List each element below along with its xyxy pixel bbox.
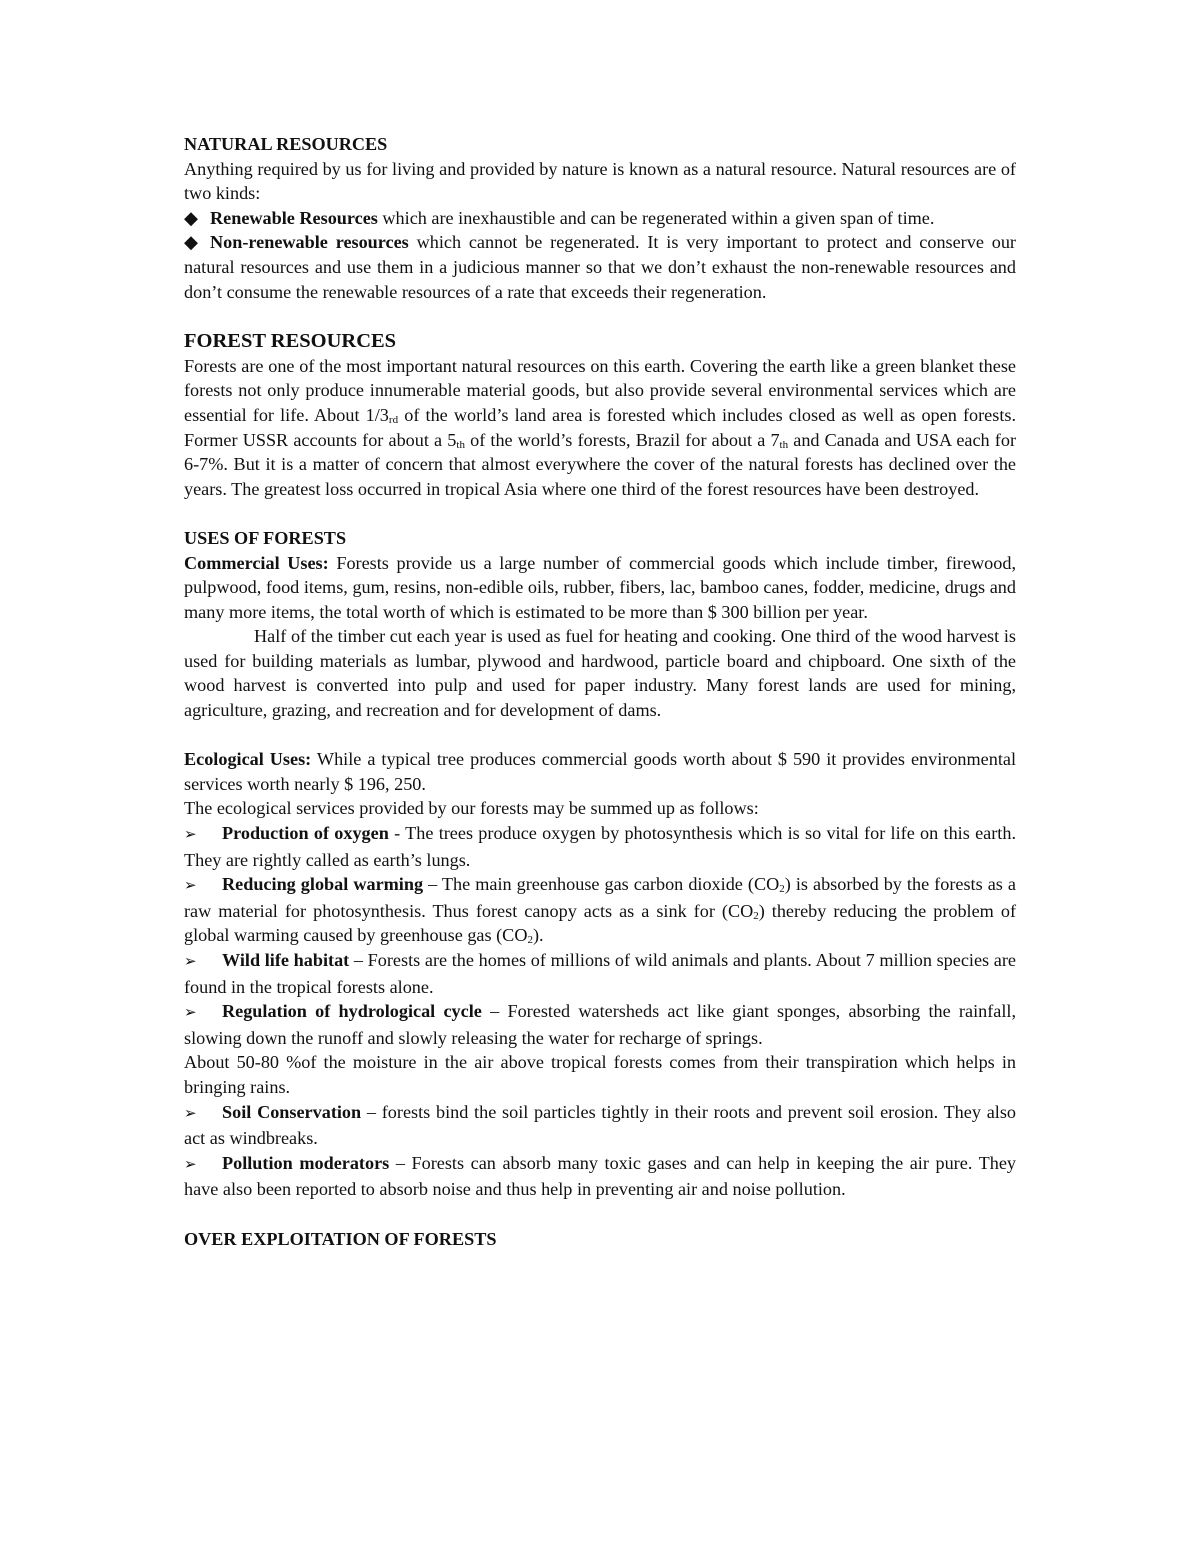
- text-wildlife: – Forests are the homes of millions of wild animals and plants. About 7 million species are found in the tropical forests alone.: [184, 950, 1016, 997]
- paragraph-forest-resources: [184, 354, 1016, 502]
- term-commercial-uses: Commercial Uses:: [184, 552, 329, 573]
- spacer: [184, 723, 1016, 748]
- arrow-bullet-icon: ➢: [184, 878, 197, 895]
- text-run: – The main greenhouse gas carbon dioxide (CO: [423, 874, 780, 895]
- list-item-global-warming: [184, 872, 1016, 948]
- subscript: 2: [779, 883, 785, 896]
- text-run: of the world’s land area is forested which includes closed as well as open forests. Former USSR accounts for about a 5: [184, 404, 1016, 450]
- arrow-bullet-icon: ➢: [184, 827, 197, 844]
- arrow-bullet-icon: ➢: [184, 1156, 197, 1173]
- arrow-bullet-icon: ➢: [184, 1105, 197, 1122]
- text-renewable: which are inexhaustible and can be regenerated within a given span of time.: [377, 207, 935, 228]
- ordinal-suffix: th: [456, 438, 465, 451]
- term-pollution: Pollution moderators: [222, 1152, 390, 1173]
- term-oxygen: Production of oxygen: [222, 823, 389, 844]
- spacer: [184, 1202, 1016, 1227]
- list-item-hydrological: [184, 999, 1016, 1050]
- heading-uses-of-forests: USES OF FORESTS: [184, 527, 347, 548]
- subscript: 2: [753, 909, 759, 922]
- term-non-renewable: Non-renewable resources: [210, 232, 409, 253]
- term-global-warming: Reducing global warming: [222, 874, 424, 895]
- arrow-bullet-icon: ➢: [184, 954, 197, 970]
- text-oxygen: - The trees produce oxygen by photosynthesis which is so vital for life on this earth. They are rightly called as earth’s lungs.: [184, 823, 1016, 870]
- spacer: [184, 304, 1016, 329]
- text-run: and Canada and USA each for 6-7%. But it is a matter of concern that almost everywhere the cover of the natural forests has declined over the years. The greatest loss occurred in tropical Asia where one third of the forest resources have been destroyed.: [184, 429, 1016, 499]
- text-run: Forests are one of the most important natural resources on this earth. Covering the earth like a green blanket these forests not only produce innumerable material goods, but also provide several environmental services which are essential for life. About 1/3: [184, 355, 1016, 425]
- list-item-wildlife: [184, 948, 1016, 999]
- paragraph-ecological-lead: The ecological services provided by our forests may be summed up as follows:: [184, 798, 759, 819]
- paragraph-commercial-uses: [184, 551, 1016, 625]
- paragraph-moisture: About 50-80 %of the moisture in the air above tropical forests comes from their transpiration which helps in bringing rains.: [184, 1052, 1016, 1097]
- heading-over-exploitation: OVER EXPLOITATION OF FORESTS: [184, 1228, 497, 1249]
- ordinal-suffix: rd: [388, 413, 399, 426]
- text-ecological-uses: While a typical tree produces commercial goods worth about $ 590 it provides environmental services worth nearly $ 196, 250.: [184, 749, 1016, 794]
- text-commercial-uses: Forests provide us a large number of commercial goods which include timber, firewood, pulpwood, food items, gum, resins, non-edible oils, rubber, fibers, lac, bamboo canes, fodder, medicine, drugs and many more items, the total worth of which is estimated to be more than $ 300 billion per year.: [184, 552, 1016, 622]
- term-wildlife: Wild life habitat: [222, 950, 350, 970]
- text-run: ) thereby reducing the problem of global warming caused by greenhouse gas (CO: [184, 900, 1016, 946]
- paragraph-natural-intro: Anything required by us for living and provided by nature is known as a natural resource. Natural resources are of two kinds:: [184, 158, 1016, 204]
- list-item-oxygen: [184, 821, 1016, 872]
- diamond-bullet-icon: ◆: [184, 232, 198, 253]
- text-run: ).: [532, 925, 544, 946]
- arrow-bullet-icon: ➢: [184, 1005, 197, 1022]
- list-item-pollution: [184, 1151, 1016, 1202]
- text-non-renewable: which cannot be regenerated. It is very important to protect and conserve our natural resources and use them in a judicious manner so that we don’t exhaust the non-renewable resources and don’t consume the renewable resources of a rate that exceeds their regeneration.: [184, 232, 1016, 302]
- paragraph-ecological-uses: [184, 747, 1016, 796]
- text-run: ) is absorbed by the forests as a raw material for photosynthesis. Thus forest canopy acts as a sink for (CO: [184, 874, 1016, 921]
- spacer: [184, 501, 1016, 526]
- term-renewable: Renewable Resources: [210, 207, 378, 228]
- term-ecological-uses: Ecological Uses:: [184, 749, 312, 770]
- term-hydrological: Regulation of hydrological cycle: [222, 1001, 482, 1022]
- text-hydrological: – Forested watersheds act like giant sponges, absorbing the rainfall, slowing down the runoff and slowly releasing the water for recharge of springs.: [184, 1001, 1016, 1048]
- heading-natural-resources: NATURAL RESOURCES: [184, 134, 388, 154]
- list-item-soil: [184, 1100, 1016, 1151]
- subscript: 2: [527, 934, 533, 947]
- paragraph-timber-usage: Half of the timber cut each year is used as fuel for heating and cooking. One third of the wood harvest is used for building materials as lumbar, plywood and hardwood, particle board and chipboard. One sixth of the wood harvest is converted into pulp and used for paper industry. Many forest lands are used for mining, agriculture, grazing, and recreation and for development of dams.: [184, 626, 1016, 721]
- text-run: of the world’s forests, Brazil for about a 7: [464, 429, 780, 450]
- term-soil: Soil Conservation: [222, 1101, 362, 1122]
- text-soil: – forests bind the soil particles tightly in their roots and prevent soil erosion. They also act as windbreaks.: [184, 1101, 1016, 1149]
- diamond-bullet-icon: ◆: [184, 207, 198, 228]
- list-item-non-renewable: [184, 230, 1016, 304]
- heading-forest-resources: FOREST RESOURCES: [184, 329, 397, 352]
- list-item-renewable: [184, 206, 1016, 231]
- text-pollution: – Forests can absorb many toxic gases and can help in keeping the air pure. They have also been reported to absorb noise and thus help in preventing air and noise pollution.: [184, 1152, 1016, 1200]
- ordinal-suffix: th: [779, 438, 789, 451]
- document-body: [184, 132, 1016, 1251]
